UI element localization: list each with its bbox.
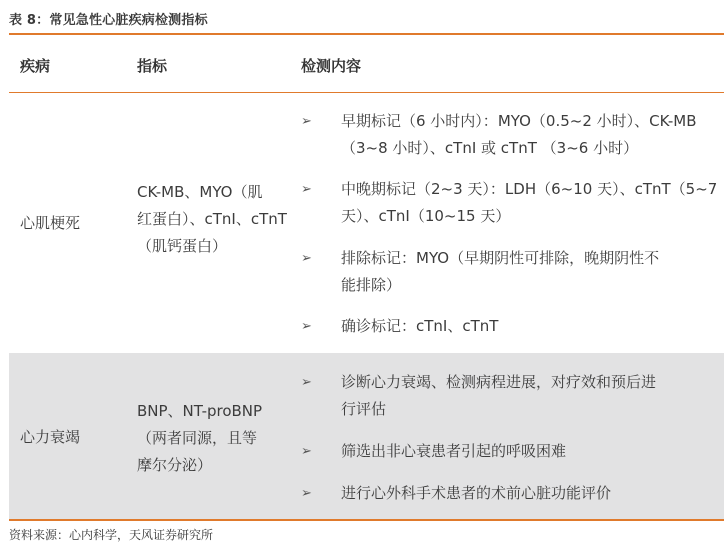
- indicator-line: （肌钙蛋白）: [137, 237, 228, 255]
- header-disease: 疾病: [20, 57, 51, 75]
- top-rule: [9, 33, 724, 35]
- bottom-rule: [9, 519, 724, 521]
- indicator-cell: [137, 398, 262, 479]
- item-line: 中晚期标记（2~3 天）：LDH（6~10 天）、cTnT（5~7: [341, 180, 718, 198]
- arrowhead-bullet-icon: ➢: [301, 319, 312, 334]
- header-rule: [9, 92, 724, 93]
- indicator-line: BNP、NT-proBNP: [137, 402, 263, 420]
- item-line: 行评估: [341, 400, 387, 418]
- disease-cell: 心肌梗死: [20, 214, 81, 232]
- indicator-line: CK-MB、MYO（肌: [137, 183, 263, 201]
- item-line: 排除标记：MYO（早期阴性可排除，晚期阴性不: [341, 249, 660, 267]
- indicator-line: （两者同源，且等: [137, 429, 258, 447]
- item-line: 进行心外科手术患者的术前心脏功能评价: [341, 484, 612, 502]
- item-line: 早期标记（6 小时内）：MYO（0.5~2 小时）、CK-MB: [341, 112, 697, 130]
- arrowhead-bullet-icon: ➢: [301, 251, 312, 266]
- source-note: 资料来源：心内科学，天风证券研究所: [9, 528, 214, 542]
- indicator-line: 摩尔分泌）: [137, 456, 213, 474]
- indicator-cell: [137, 179, 287, 260]
- arrowhead-bullet-icon: ➢: [301, 486, 312, 501]
- item-line: （3~8 小时）、cTnI 或 cTnT （3~6 小时）: [341, 139, 639, 157]
- header-indicator: 指标: [137, 57, 168, 75]
- item-line: 能排除）: [341, 276, 402, 294]
- item-line: 确诊标记：cTnI、cTnT: [341, 317, 499, 335]
- indicator-line: 红蛋白）、cTnI、cTnT: [137, 210, 287, 228]
- item-line: 诊断心力衰竭、检测病程进展，对疗效和预后进: [341, 373, 657, 391]
- disease-cell: 心力衰竭: [20, 428, 81, 446]
- arrowhead-bullet-icon: ➢: [301, 375, 312, 390]
- arrowhead-bullet-icon: ➢: [301, 444, 312, 459]
- table-caption: 表 8：常见急性心脏疾病检测指标: [9, 13, 208, 28]
- arrowhead-bullet-icon: ➢: [301, 114, 312, 129]
- item-line: 筛选出非心衰患者引起的呼吸困难: [341, 442, 567, 460]
- arrowhead-bullet-icon: ➢: [301, 182, 312, 197]
- item-line: 天）、cTnI（10~15 天）: [341, 207, 511, 225]
- header-content: 检测内容: [301, 57, 362, 75]
